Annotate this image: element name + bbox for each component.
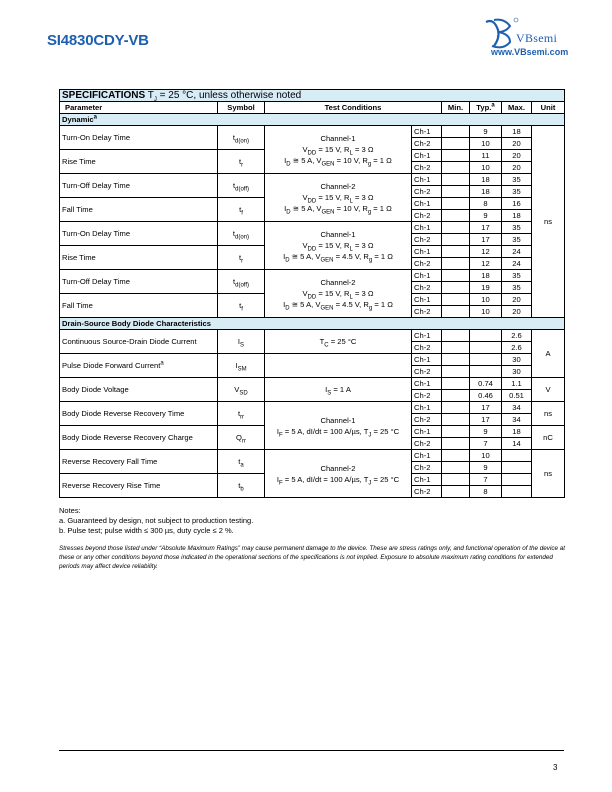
parameter-cell: Body Diode Reverse Recovery Charge	[60, 426, 218, 450]
typ-cell: 0.46	[470, 390, 502, 402]
symbol-cell: $t_r$	[218, 150, 265, 174]
max-cell: 30	[502, 366, 532, 378]
test-conditions-cell: $I_S = 1$ A	[265, 378, 412, 402]
typ-cell: 8	[470, 198, 502, 210]
channel-cell: Ch-1	[412, 426, 442, 438]
max-cell: 20	[502, 138, 532, 150]
channel-cell: Ch-1	[412, 378, 442, 390]
symbol-cell: $Q_{rr}$	[218, 426, 265, 450]
test-conditions-cell: Channel-1 $V_{DD} = 15$ V, $R_L = 3$ Ω $I_D$ ≅ 5 A, $V_{GEN} = 4.5$ V, $R_g = 1$ Ω	[265, 222, 412, 270]
min-cell	[442, 258, 470, 270]
test-conditions-cell: Channel-1 $I_F = 5$ A, dI/dt = 100 A/µs, $T_J = 25$ °C	[265, 402, 412, 450]
typ-cell: 9	[470, 126, 502, 138]
unit-cell: ns	[532, 450, 565, 498]
typ-cell: 9	[470, 462, 502, 474]
max-cell	[502, 474, 532, 486]
min-cell	[442, 150, 470, 162]
parameter-cell: Turn-Off Delay Time	[60, 174, 218, 198]
channel-cell: Ch-1	[412, 246, 442, 258]
channel-cell: Ch-1	[412, 198, 442, 210]
test-conditions-cell: $T_C = 25$ °C	[265, 330, 412, 354]
test-conditions-cell	[265, 354, 412, 378]
typ-cell: 9	[470, 210, 502, 222]
max-cell: 20	[502, 294, 532, 306]
max-cell: 2.6	[502, 342, 532, 354]
max-cell: 0.51	[502, 390, 532, 402]
typ-cell: 17	[470, 402, 502, 414]
max-cell: 35	[502, 234, 532, 246]
part-number-title: SI4830CDY-VB	[47, 32, 149, 49]
min-cell	[442, 390, 470, 402]
page-number: 3	[553, 763, 558, 772]
section-dynamic: Dynamic$^a$	[60, 114, 565, 126]
channel-cell: Ch-1	[412, 222, 442, 234]
stress-disclaimer: Stresses beyond those listed under “Absolute Maximum Ratings” may cause permanent damage to the device. These are stress ratings only, and functional operation of the device at these or any other conditions beyond those indicated in the operational sections of the specifications is not implied. Exposure to absolute maximum rating conditions for extended periods may affect device reliability.	[59, 545, 566, 570]
parameter-cell: Continuous Source-Drain Diode Current	[60, 330, 218, 354]
table-row	[60, 330, 565, 342]
max-cell: 20	[502, 150, 532, 162]
min-cell	[442, 138, 470, 150]
symbol-cell: $t_{d(on)}$	[218, 222, 265, 246]
max-cell: 16	[502, 198, 532, 210]
col-typ: Typ.$^a$	[470, 102, 502, 114]
specifications-heading: SPECIFICATIONS $T_J = 25$ °C, unless otherwise noted	[60, 90, 565, 102]
channel-cell: Ch-1	[412, 150, 442, 162]
col-parameter: Parameter	[60, 102, 218, 114]
unit-cell: ns	[532, 402, 565, 426]
min-cell	[442, 222, 470, 234]
channel-cell: Ch-2	[412, 342, 442, 354]
max-cell: 14	[502, 438, 532, 450]
typ-cell: 10	[470, 450, 502, 462]
symbol-cell: $t_{rr}$	[218, 402, 265, 426]
test-conditions-cell: Channel-2 $V_{DD} = 15$ V, $R_L = 3$ Ω $I_D$ ≅ 5 A, $V_{GEN} = 10$ V, $R_g = 1$ Ω	[265, 174, 412, 222]
col-unit: Unit	[532, 102, 565, 114]
typ-cell: 18	[470, 174, 502, 186]
channel-cell: Ch-2	[412, 282, 442, 294]
min-cell	[442, 306, 470, 318]
min-cell	[442, 282, 470, 294]
min-cell	[442, 366, 470, 378]
column-headers	[60, 102, 565, 114]
channel-cell: Ch-2	[412, 258, 442, 270]
max-cell: 24	[502, 258, 532, 270]
parameter-cell: Body Diode Voltage	[60, 378, 218, 402]
channel-cell: Ch-1	[412, 402, 442, 414]
note-a: a. Guaranteed by design, not subject to production testing.	[59, 516, 254, 525]
channel-cell: Ch-1	[412, 270, 442, 282]
min-cell	[442, 174, 470, 186]
col-symbol: Symbol	[218, 102, 265, 114]
min-cell	[442, 186, 470, 198]
typ-cell: 10	[470, 162, 502, 174]
channel-cell: Ch-1	[412, 450, 442, 462]
max-cell: 30	[502, 354, 532, 366]
min-cell	[442, 294, 470, 306]
channel-cell: Ch-2	[412, 438, 442, 450]
symbol-cell: $V_{SD}$	[218, 378, 265, 402]
symbol-cell: $t_r$	[218, 246, 265, 270]
test-conditions-cell: Channel-2 $I_F = 5$ A, dI/dt = 100 A/µs, $T_J = 25$ °C	[265, 450, 412, 498]
section-body-diode: Drain-Source Body Diode Characteristics	[60, 318, 565, 330]
channel-cell: Ch-1	[412, 330, 442, 342]
channel-cell: Ch-2	[412, 186, 442, 198]
channel-cell: Ch-2	[412, 210, 442, 222]
symbol-cell: $t_f$	[218, 198, 265, 222]
typ-cell: 7	[470, 438, 502, 450]
note-b: b. Pulse test; pulse width ≤ 300 µs, duty cycle ≤ 2 %.	[59, 526, 234, 535]
channel-cell: Ch-2	[412, 306, 442, 318]
min-cell	[442, 246, 470, 258]
typ-cell: 17	[470, 414, 502, 426]
max-cell: 34	[502, 402, 532, 414]
typ-cell: 7	[470, 474, 502, 486]
min-cell	[442, 426, 470, 438]
parameter-cell: Pulse Diode Forward Current$^a$	[60, 354, 218, 378]
min-cell	[442, 354, 470, 366]
typ-cell: 10	[470, 306, 502, 318]
table-row	[60, 174, 565, 186]
typ-cell: 18	[470, 186, 502, 198]
footer-divider	[59, 750, 564, 751]
max-cell: 35	[502, 222, 532, 234]
channel-cell: Ch-2	[412, 486, 442, 498]
parameter-cell: Turn-Off Delay Time	[60, 270, 218, 294]
brand-url[interactable]: www.VBsemi.com	[491, 47, 569, 57]
channel-cell: Ch-2	[412, 414, 442, 426]
min-cell	[442, 234, 470, 246]
symbol-cell: $t_b$	[218, 474, 265, 498]
symbol-cell: $t_f$	[218, 294, 265, 318]
table-row	[60, 126, 565, 138]
notes	[59, 506, 253, 536]
table-row	[60, 354, 565, 366]
typ-cell: 12	[470, 246, 502, 258]
notes-title: Notes:	[59, 506, 81, 515]
min-cell	[442, 462, 470, 474]
max-cell: 18	[502, 210, 532, 222]
unit-cell: nC	[532, 426, 565, 450]
typ-cell: 10	[470, 294, 502, 306]
max-cell: 1.1	[502, 378, 532, 390]
max-cell	[502, 450, 532, 462]
symbol-cell: $I_S$	[218, 330, 265, 354]
parameter-cell: Rise Time	[60, 246, 218, 270]
max-cell: 2.6	[502, 330, 532, 342]
channel-cell: Ch-1	[412, 126, 442, 138]
max-cell: 20	[502, 162, 532, 174]
parameter-cell: Body Diode Reverse Recovery Time	[60, 402, 218, 426]
min-cell	[442, 162, 470, 174]
col-min: Min.	[442, 102, 470, 114]
max-cell: 35	[502, 270, 532, 282]
channel-cell: Ch-1	[412, 474, 442, 486]
test-conditions-cell: Channel-1 $V_{DD} = 15$ V, $R_L = 3$ Ω $I_D$ ≅ 5 A, $V_{GEN} = 10$ V, $R_g = 1$ Ω	[265, 126, 412, 174]
typ-cell: 8	[470, 486, 502, 498]
min-cell	[442, 330, 470, 342]
symbol-cell: $t_{d(off)}$	[218, 174, 265, 198]
unit-cell: V	[532, 378, 565, 402]
min-cell	[442, 210, 470, 222]
min-cell	[442, 342, 470, 354]
min-cell	[442, 486, 470, 498]
typ-cell: 10	[470, 138, 502, 150]
min-cell	[442, 438, 470, 450]
max-cell: 35	[502, 174, 532, 186]
min-cell	[442, 474, 470, 486]
symbol-cell: $t_{d(off)}$	[218, 270, 265, 294]
table-row	[60, 378, 565, 390]
channel-cell: Ch-2	[412, 462, 442, 474]
parameter-cell: Rise Time	[60, 150, 218, 174]
min-cell	[442, 270, 470, 282]
max-cell	[502, 486, 532, 498]
parameter-cell: Turn-On Delay Time	[60, 222, 218, 246]
typ-cell	[470, 354, 502, 366]
channel-cell: Ch-1	[412, 294, 442, 306]
typ-cell: 17	[470, 234, 502, 246]
min-cell	[442, 450, 470, 462]
min-cell	[442, 378, 470, 390]
typ-cell	[470, 342, 502, 354]
max-cell: 20	[502, 306, 532, 318]
typ-cell: 18	[470, 270, 502, 282]
typ-cell: 0.74	[470, 378, 502, 390]
specifications-table	[59, 89, 565, 498]
min-cell	[442, 198, 470, 210]
symbol-cell: $I_{SM}$	[218, 354, 265, 378]
parameter-cell: Fall Time	[60, 294, 218, 318]
parameter-cell: Fall Time	[60, 198, 218, 222]
max-cell: 18	[502, 126, 532, 138]
parameter-cell: Reverse Recovery Fall Time	[60, 450, 218, 474]
typ-cell	[470, 330, 502, 342]
table-row	[60, 450, 565, 462]
col-conditions: Test Conditions	[265, 102, 442, 114]
col-max: Max.	[502, 102, 532, 114]
channel-cell: Ch-1	[412, 354, 442, 366]
typ-cell: 17	[470, 222, 502, 234]
unit-cell: ns	[532, 126, 565, 318]
max-cell: 24	[502, 246, 532, 258]
max-cell: 18	[502, 426, 532, 438]
max-cell: 34	[502, 414, 532, 426]
channel-cell: Ch-2	[412, 390, 442, 402]
table-row	[60, 270, 565, 282]
test-conditions-cell: Channel-2 $V_{DD} = 15$ V, $R_L = 3$ Ω $I_D$ ≅ 5 A, $V_{GEN} = 4.5$ V, $R_g = 1$ Ω	[265, 270, 412, 318]
symbol-cell: $t_{d(on)}$	[218, 126, 265, 150]
min-cell	[442, 126, 470, 138]
typ-cell: 11	[470, 150, 502, 162]
channel-cell: Ch-2	[412, 162, 442, 174]
channel-cell: Ch-2	[412, 366, 442, 378]
table-row	[60, 222, 565, 234]
max-cell	[502, 462, 532, 474]
channel-cell: Ch-2	[412, 234, 442, 246]
typ-cell: 19	[470, 282, 502, 294]
typ-cell: 9	[470, 426, 502, 438]
max-cell: 35	[502, 186, 532, 198]
parameter-cell: Turn-On Delay Time	[60, 126, 218, 150]
min-cell	[442, 414, 470, 426]
typ-cell	[470, 366, 502, 378]
max-cell: 35	[502, 282, 532, 294]
table-row	[60, 402, 565, 414]
brand-name: VBsemi	[516, 31, 558, 45]
unit-cell: A	[532, 330, 565, 378]
channel-cell: Ch-2	[412, 138, 442, 150]
typ-cell: 12	[470, 258, 502, 270]
min-cell	[442, 402, 470, 414]
parameter-cell: Reverse Recovery Rise Time	[60, 474, 218, 498]
channel-cell: Ch-1	[412, 174, 442, 186]
symbol-cell: $t_a$	[218, 450, 265, 474]
